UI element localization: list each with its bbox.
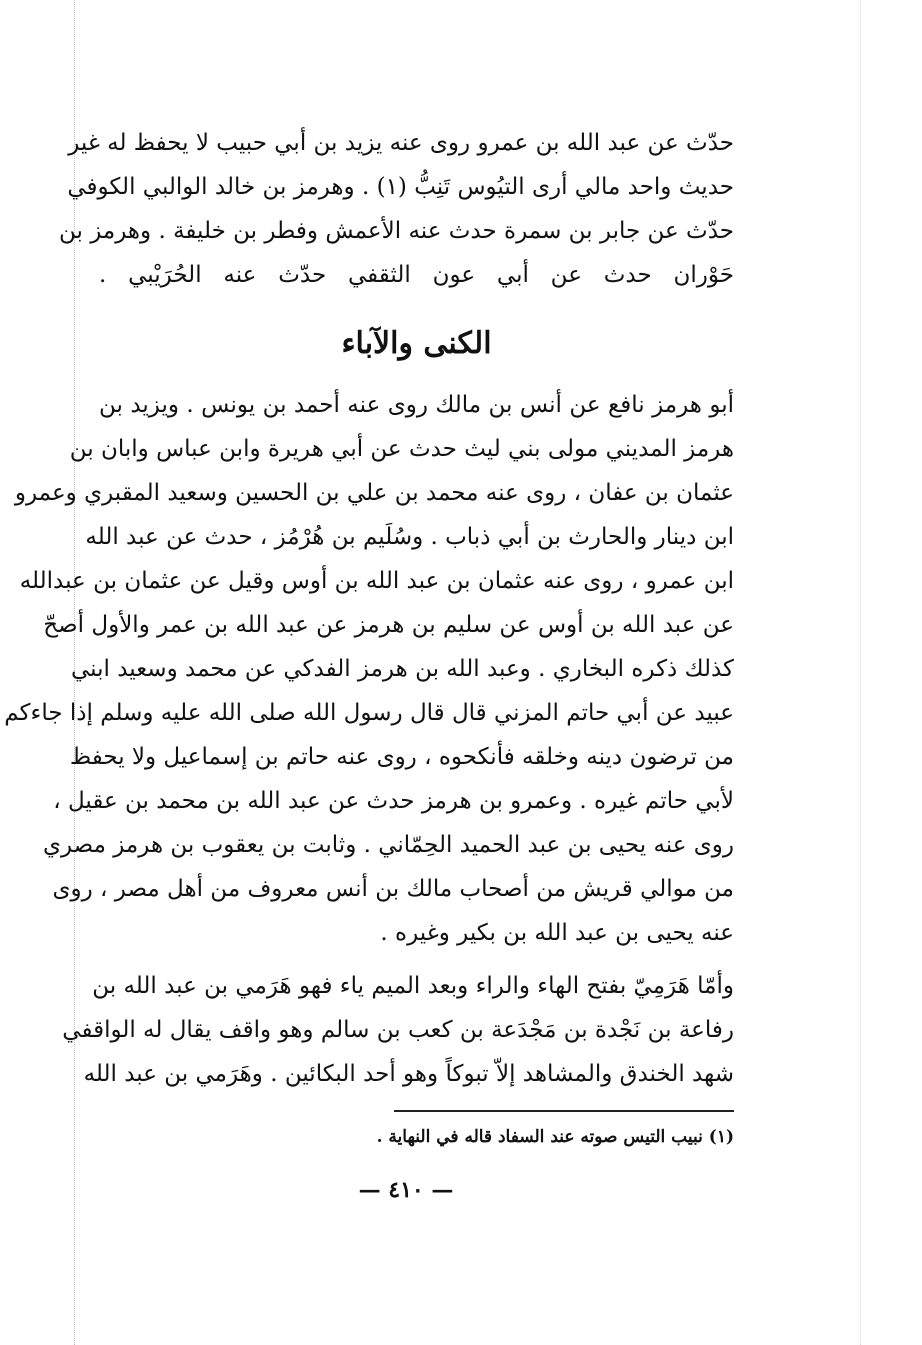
text-line: حَوْران حدث عن أبي عون الثقفي حدّث عنه الحُرَيْبي . xyxy=(99,262,734,288)
text-line: ابن دينار والحارث بن أبي ذباب . وسُلَيم بن هُرْمُز ، حدث عن عبد الله xyxy=(85,524,734,550)
text-line: حدّث عن عبد الله بن عمرو روى عنه يزيد بن أبي حبيب لا يحفظ له غير xyxy=(68,130,734,156)
text-line: من موالي قريش من أصحاب مالك بن أنس معروف من أهل مصر ، روى xyxy=(52,876,734,902)
text-line: وأمّا هَرَمِيّ بفتح الهاء والراء وبعد الميم ياء فهو هَرَمي بن عبد الله بن xyxy=(92,973,734,999)
footnote: (١) نبيب التيس صوته عند السفاد قاله في النهاية . xyxy=(376,1127,734,1147)
text-line: روى عنه يحيى بن عبد الحميد الحِمّاني . وثابت بن يعقوب بن هرمز مصري xyxy=(42,832,734,858)
text-line: عبيد عن أبي حاتم المزني قال قال رسول الله صلى الله عليه وسلم إذا جاءكم xyxy=(4,700,734,726)
footnote-divider xyxy=(394,1110,734,1112)
text-line: من ترضون دينه وخلقه فأنكحوه ، روى عنه حاتم بن إسماعيل ولا يحفظ xyxy=(69,744,734,770)
page-number: — ٤١٠ — xyxy=(358,1177,454,1203)
text-line: لأبي حاتم غيره . وعمرو بن هرمز حدث عن عبد الله بن محمد بن عقيل ، xyxy=(53,788,734,814)
paragraph-harami xyxy=(62,964,734,1096)
section-heading: الكنى والآباء xyxy=(341,326,492,361)
text-line: شهد الخندق والمشاهد إلاّ تبوكاً وهو أحد البكائين . وهَرَمي بن عبد الله xyxy=(83,1061,734,1087)
paragraph-top xyxy=(58,121,734,297)
text-line: عن عبد الله بن أوس عن سليم بن هرمز عن عبد الله بن عمر والأول أصحّ xyxy=(43,612,734,638)
text-line: حدّث عن جابر بن سمرة حدث عنه الأعمش وفطر بن خليفة . وهرمز بن xyxy=(58,218,734,244)
text-line: عثمان بن عفان ، روى عنه محمد بن علي بن الحسين وسعيد المقبري وعمرو xyxy=(14,480,734,506)
text-line: حديث واحد مالي أرى التيُوس تَنِبُّ (١) . وهرمز بن خالد الوالبي الكوفي xyxy=(67,174,734,200)
text-line: هرمز المديني مولى بني ليث حدث عن أبي هريرة وابن عباس وابان بن xyxy=(69,436,734,462)
paragraph-kuna xyxy=(4,383,734,955)
right-margin-dots xyxy=(860,0,861,1345)
text-line: رفاعة بن نَجْدة بن مَجْدَعة بن كعب بن سالم وهو واقف يقال له الواقفي xyxy=(62,1017,734,1043)
text-line: عنه يحيى بن عبد الله بن بكير وغيره . xyxy=(380,920,734,946)
text-line: كذلك ذكره البخاري . وعبد الله بن هرمز الفدكي عن محمد وسعيد ابني xyxy=(70,656,734,682)
text-line: ابن عمرو ، روى عنه عثمان بن عبد الله بن أوس وقيل عن عثمان بن عبدالله xyxy=(19,568,734,594)
text-line: أبو هرمز نافع عن أنس بن مالك روى عنه أحمد بن يونس . ويزيد بن xyxy=(99,392,734,418)
